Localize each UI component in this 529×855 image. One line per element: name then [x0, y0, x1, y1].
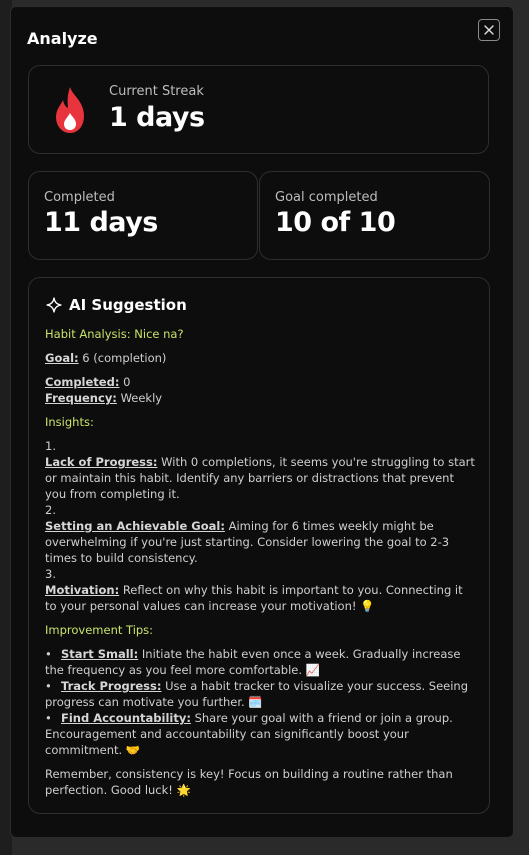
current-streak-card	[28, 65, 489, 154]
bullet: •	[45, 711, 52, 725]
insight-title: Motivation:	[45, 583, 120, 597]
insights-heading: Insights:	[45, 415, 94, 429]
tip-title: Start Small:	[61, 647, 139, 661]
insight-item	[45, 518, 477, 566]
frequency-label: Frequency:	[45, 391, 117, 405]
completed-stat-value: 0	[119, 375, 131, 389]
goal-value: 6 (completion)	[78, 351, 167, 365]
close-icon	[484, 25, 494, 35]
insight-number: 1.	[45, 439, 56, 453]
closing-text: Remember, consistency is key! Focus on building a routine rather than perfection. Good luck! 🌟	[45, 767, 453, 797]
ai-suggestion-card	[28, 277, 490, 814]
tip-item	[45, 678, 477, 710]
tip-text: Share your goal with a friend or join a group. Encouragement and accountability can significantly boost your commitment. 🤝	[45, 711, 453, 757]
insight-number: 3.	[45, 567, 56, 581]
completed-label: Completed	[44, 190, 115, 205]
insight-text: Aiming for 6 times weekly might be overwhelming if you're just starting. Consider lowering the goal to 2-3 times to build consistency.	[45, 519, 450, 565]
close-button[interactable]	[478, 19, 500, 41]
bullet: •	[45, 679, 52, 693]
goal-completed-value: 10 of 10	[275, 207, 396, 238]
insight-title: Setting an Achievable Goal:	[45, 519, 225, 533]
sparkle-icon	[46, 297, 62, 313]
goal-completed-label: Goal completed	[275, 190, 378, 205]
insight-text: Reflect on why this habit is important to you. Connecting it to your personal values can increase your motivation! 💡	[45, 583, 463, 613]
tip-item	[45, 646, 477, 678]
tips-heading: Improvement Tips:	[45, 623, 154, 637]
goal-line	[45, 350, 477, 366]
streak-label: Current Streak	[109, 84, 204, 99]
completed-stat-label: Completed:	[45, 375, 120, 389]
ai-suggestion-body	[45, 326, 477, 798]
analysis-heading: Habit Analysis: Nice na?	[45, 327, 184, 341]
goal-label: Goal:	[45, 351, 79, 365]
frequency-line	[45, 390, 477, 406]
insight-item	[45, 582, 477, 614]
tip-text: Use a habit tracker to visualize your success. Seeing progress can motivate you further. 🗓️	[45, 679, 469, 709]
analyze-modal	[10, 6, 514, 838]
completed-value: 11 days	[44, 207, 158, 238]
bullet: •	[45, 647, 52, 661]
ai-suggestion-header	[46, 296, 187, 314]
insight-item	[45, 454, 477, 502]
modal-title: Analyze	[27, 29, 98, 48]
tip-text: Initiate the habit even once a week. Gradually increase the frequency as you feel more comfortable. 📈	[45, 647, 461, 677]
insight-text: With 0 completions, it seems you're struggling to start or maintain this habit. Identify any barriers or distractions that prevent you from completing it.	[45, 455, 475, 501]
completed-card	[28, 171, 258, 260]
streak-value: 1 days	[109, 102, 205, 133]
tip-title: Track Progress:	[61, 679, 162, 693]
insight-title: Lack of Progress:	[45, 455, 158, 469]
tip-item	[45, 710, 477, 758]
flame-icon	[51, 86, 89, 134]
insight-number: 2.	[45, 503, 56, 517]
tip-title: Find Accountability:	[61, 711, 191, 725]
ai-suggestion-title: AI Suggestion	[69, 296, 187, 314]
completed-line	[45, 374, 477, 390]
frequency-value: Weekly	[116, 391, 163, 405]
goal-completed-card	[259, 171, 490, 260]
